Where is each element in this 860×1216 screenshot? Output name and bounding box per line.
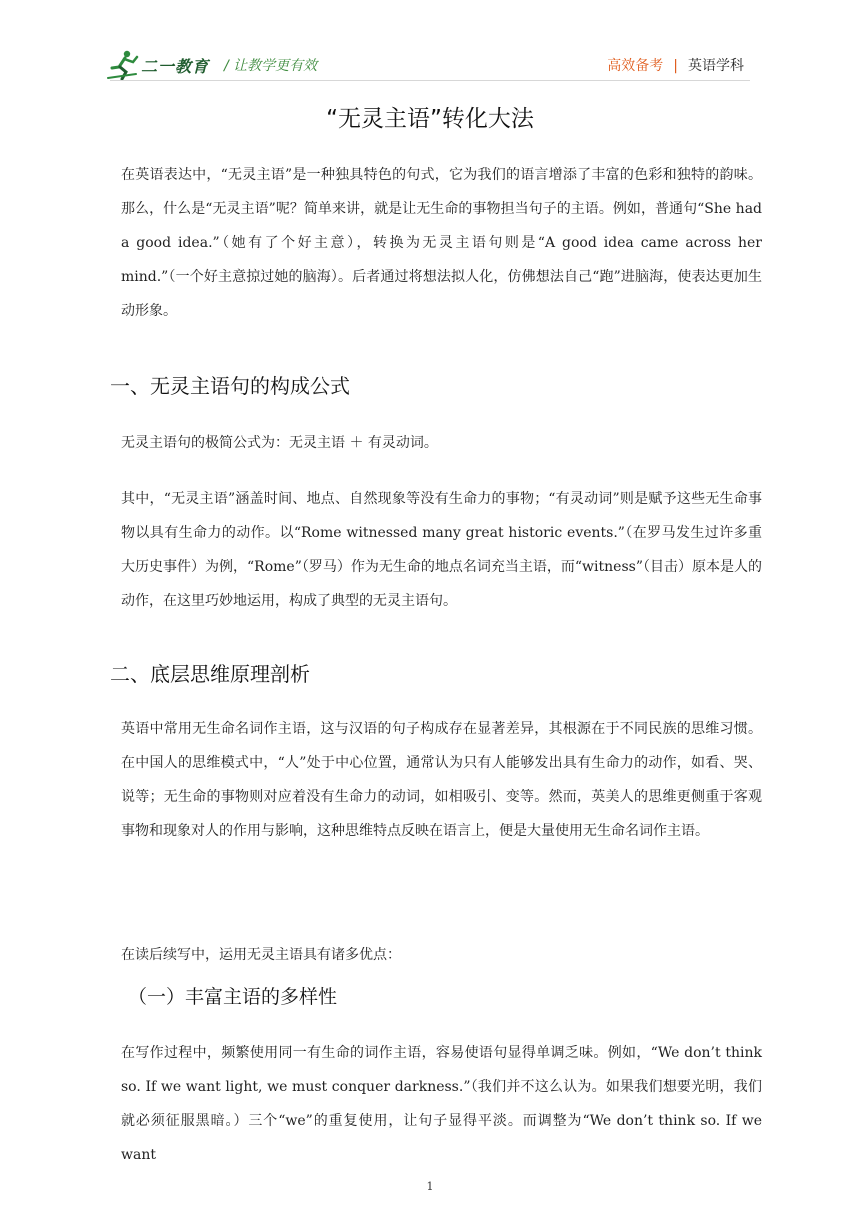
intro-paragraph: 在英语表达中，“无灵主语”是一种独具特色的句式，它为我们的语言增添了丰富的色彩和独特的韵味。那么，什么是“无灵主语”呢？简单来讲，就是让无生命的事物担当句子的主语。例如，普通句“She had a good idea.”（她有了个好主意），转换为无灵主语句则是“A good idea came across her mind.”（一个好主意掠过她的脑海）。后者通过将想法拟人化，仿佛想法自己“跑”进脑海，使表达更加生动形象。 — [121, 167, 762, 319]
advantages-lead: 在读后续写中，运用无灵主语具有诸多优点： — [121, 947, 401, 963]
section1-paragraph: 其中，“无灵主语”涵盖时间、地点、自然现象等没有生命力的事物；“有灵动词”则是赋予这些无生命事物以具有生命力的动作。以“Rome witnessed many great historic events.”（在罗马发生过许多重大历史事件）为例，“Rome”（罗马）作为无生命的地点名词充当主语，而“witness”（目击）原本是人的动作，在这里巧妙地运用，构成了典型的无灵主语句。 — [121, 491, 762, 609]
page-header — [0, 0, 860, 90]
section1-heading: 一、无灵主语句的构成公式 — [110, 374, 350, 398]
section2-heading: 二、底层思维原理剖析 — [110, 662, 310, 686]
header-right — [607, 55, 744, 75]
brand-slogan: / 让教学更有效 — [224, 58, 318, 74]
header-separator: | — [673, 58, 678, 74]
subsection1-paragraph: 在写作过程中，频繁使用同一有生命的词作主语，容易使语句显得单调乏味。例如，“We don’t think so. If we want light, we must conquer darkness.”（我们并不这么认为。如果我们想要光明，我们就必须征服黑暗。）三个“we”的重复使用，让句子显得平淡。而调整为“We don’t think so. If we want — [121, 1045, 762, 1163]
header-tag: 高效备考 — [607, 58, 664, 74]
page-number: 1 — [426, 1180, 434, 1193]
header-subject: 英语学科 — [688, 58, 744, 74]
document-title: “无灵主语”转化大法 — [326, 106, 534, 132]
brand-name: 二一教育 — [141, 57, 210, 76]
section2-paragraph: 英语中常用无生命名词作主语，这与汉语的句子构成存在显著差异，其根源在于不同民族的思维习惯。在中国人的思维模式中，“人”处于中心位置，通常认为只有人能够发出具有生命力的动作，如看、哭、说等；无生命的事物则对应着没有生命力的动词，如相吸引、变等。然而，英美人的思维更侧重于客观事物和现象对人的作用与影响，这种思维特点反映在语言上，便是大量使用无生命名词作主语。 — [121, 721, 762, 839]
header-divider — [110, 80, 750, 81]
running-man-logo-icon — [106, 50, 140, 80]
subsection1-heading: （一）丰富主语的多样性 — [128, 986, 338, 1008]
section1-formula: 无灵主语句的极简公式为：无灵主语 ＋ 有灵动词。 — [121, 435, 438, 451]
